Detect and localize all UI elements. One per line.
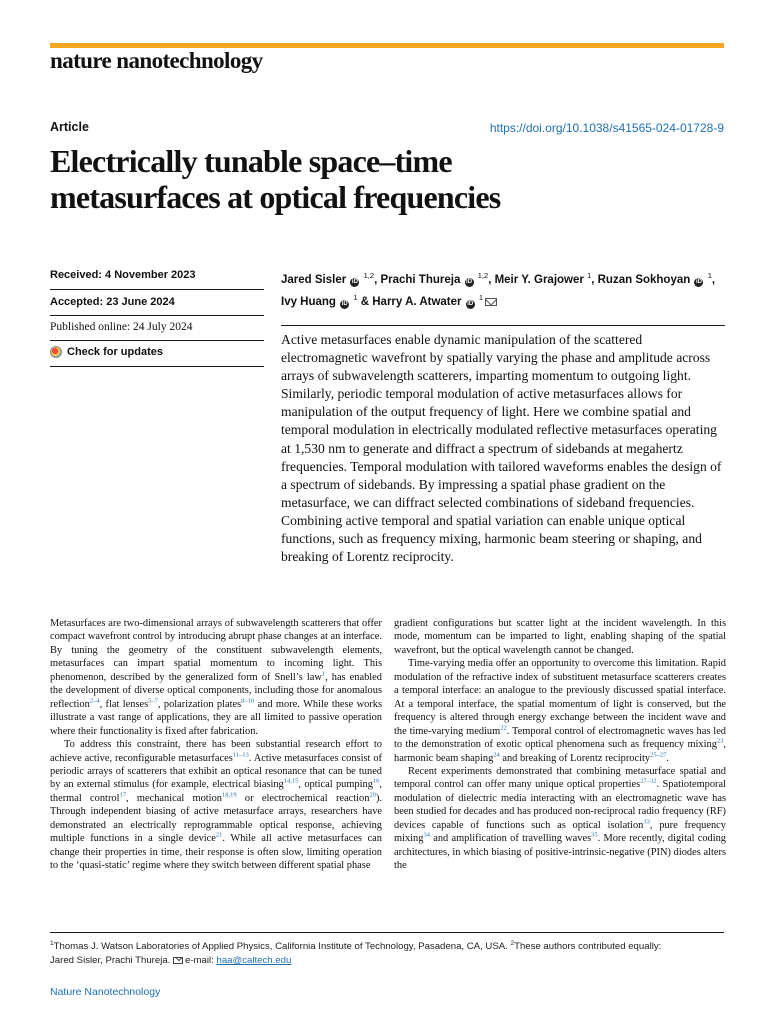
author-list: Jared Sisler iD $^{1,2}$, Prachi Thureja iD $^{1,2}$, Meir Y. Grajower $^1$, Ruzan Sokhoyan iD $^1$, Ivy Huang iD $^1$ & Harry A. Atwater iD $^1$ bbox=[281, 271, 716, 308]
published-date: Published online: 24 July 2024 bbox=[50, 321, 193, 333]
citation-ref[interactable]: 1 bbox=[321, 670, 326, 678]
orcid-icon[interactable]: iD bbox=[466, 279, 473, 285]
body-text: , mechanical motion bbox=[125, 792, 222, 804]
body-paragraph bbox=[50, 738, 382, 873]
citation-ref[interactable]: 24 bbox=[493, 751, 500, 759]
author-affiliation-marker: 1 bbox=[478, 293, 484, 302]
affiliation-text: Thomas J. Watson Laboratories of Applied Physics, California Institute of Technology, Pasadena, CA, USA. bbox=[53, 941, 508, 953]
meta-divider bbox=[50, 340, 264, 341]
body-text: , has enabled the development of diverse optical components, including those for anomalous reflection bbox=[50, 671, 382, 710]
citation-ref[interactable]: 21 bbox=[215, 831, 223, 839]
citation-ref[interactable]: 23 bbox=[716, 737, 724, 745]
body-text: , polarization plates bbox=[157, 698, 242, 710]
citation-ref[interactable]: 22 bbox=[500, 724, 507, 732]
citation-ref[interactable]: 27–32 bbox=[640, 777, 657, 785]
body-text: or electrochemical reaction bbox=[236, 792, 370, 804]
author-name[interactable]: Meir Y. Grajower bbox=[494, 274, 584, 286]
body-text: . Active metasurfaces consist of periodic arrays of scatterers that exhibit an optical resonance that can be tuned by an external stimulus (for example, electrical biasing bbox=[50, 752, 382, 791]
author-affiliation-marker: 1,2 bbox=[363, 271, 375, 280]
abstract: Active metasurfaces enable dynamic manipulation of the scattered electromagnetic wavefront by spatially varying the phase and amplitude across arrays of subwavelength scatterers, imparting momentum to outgoing light. Similarly, periodic temporal modulation of active metasurfaces allows for manipulation of the output frequency of light. Here we combine spatial and temporal modulation in electrically modulated reflective metasurfaces operating at 1,530 nm to generate and diffract a spectrum of sidebands at megahertz frequencies. Temporal modulation with tailored waveforms enables the design of a spectrum of sidebands. By impressing a spatial phase gradient on the metasurface, we can diffract selected combinations of sideband frequencies. Combining active temporal and spatial variation can enable unique optical functions, such as frequency mixing, harmonic beam steering or shaping, and breaking of Lorentz reciprocity. bbox=[281, 332, 722, 565]
author-affiliation-marker: 1 bbox=[707, 271, 712, 280]
citation-ref[interactable]: 33 bbox=[643, 818, 650, 826]
body-column-right bbox=[394, 617, 726, 873]
body-text: . Temporal control of electromagnetic waves has led to the demonstration of exotic optical phenomena such as frequency mixing bbox=[394, 725, 726, 751]
author-affiliation-marker: 1 bbox=[587, 271, 592, 280]
citation-ref[interactable]: 18,19 bbox=[221, 791, 237, 799]
body-text: , harmonic beam shaping bbox=[394, 739, 726, 764]
body-text: gradient configurations but scatter light at the incident wavelength. In this mode, momentum can be imparted to light, enabling shaping of the spatial wavefront, but the optical wavelength cannot be changed. bbox=[394, 618, 726, 656]
article-title-line-1: Electrically tunable space–time bbox=[50, 143, 452, 179]
body-column-left bbox=[50, 617, 382, 873]
body-paragraph bbox=[394, 765, 726, 873]
citation-ref[interactable]: 17 bbox=[119, 791, 126, 799]
orcid-icon[interactable]: iD bbox=[695, 279, 702, 285]
equal-contribution-names: Jared Sisler, Prachi Thureja. bbox=[50, 955, 171, 967]
citation-ref[interactable]: 5–7 bbox=[148, 697, 158, 705]
equal-contribution-label: These authors contributed equally: bbox=[514, 941, 662, 953]
body-text: and amplification of travelling waves bbox=[429, 833, 592, 845]
citation-ref[interactable]: 11–13 bbox=[232, 751, 249, 759]
author-affiliation-marker: 1,2 bbox=[477, 271, 489, 280]
affiliation-marker: 1 bbox=[50, 940, 54, 947]
equal-contribution-marker: 2 bbox=[510, 940, 515, 947]
email-label: e-mail: bbox=[185, 955, 214, 967]
footnote-divider bbox=[50, 932, 724, 933]
body-text: . bbox=[666, 752, 669, 764]
body-text: . Spatiotemporal modulation of dielectric media interacting with an electromagnetic wave has been studied for decades and has produced non-reciprocal radio frequency (RF) devices capable of functions such as optical isolation bbox=[394, 779, 726, 831]
body-text: , pure frequency mixing bbox=[394, 819, 726, 845]
orcid-icon[interactable]: iD bbox=[351, 279, 358, 285]
citation-ref[interactable]: 16 bbox=[372, 777, 380, 785]
article-title-line-2: metasurfaces at optical frequencies bbox=[50, 179, 501, 215]
body-text: . While all active metasurfaces can change their properties in time, their response is often slow, limiting operation to the ‘quasi-static’ regime where they switch between different spatial phase bbox=[50, 833, 382, 872]
meta-divider bbox=[50, 366, 264, 367]
body-text: Metasurfaces are two-dimensional arrays of subwavelength scatterers that offer compact wavefront control by introducing abrupt phase changes at an interface. By tuning the geometry of the constituent subwavelength elements, metasurfaces can impart spatial momentum to incoming light. This phenomenon, described by the generalized form of Snell’s law bbox=[50, 618, 382, 683]
body-text: ). Through independent biasing of active metasurface arrays, researchers have demonstrated an electrically reprogrammable optical response, achieving multiple functions in a single device bbox=[50, 792, 382, 845]
journal-footer-name: Nature Nanotechnology bbox=[50, 986, 161, 998]
body-text: To address this constraint, there has been substantial research effort to achieve active, reconfigurable metasurfaces bbox=[50, 739, 382, 764]
meta-divider bbox=[50, 315, 264, 316]
body-text: , flat lenses bbox=[99, 698, 149, 710]
body-text: Recent experiments demonstrated that combining metasurface spatial and temporal control can offer many unique optical properties bbox=[394, 765, 726, 791]
journal-logo: nature nanotechnology bbox=[50, 48, 263, 73]
orcid-icon[interactable]: iD bbox=[341, 301, 348, 307]
article-type-label: Article bbox=[50, 120, 89, 134]
author-name[interactable]: Jared Sisler bbox=[281, 274, 347, 286]
envelope-icon bbox=[173, 957, 183, 964]
received-date: Received: 4 November 2023 bbox=[50, 269, 196, 281]
body-text: . More recently, digital coding architectures, in which biasing of positive-intrinsic-negative (PIN) diodes alters the bbox=[394, 833, 726, 872]
corresponding-author-mail-icon[interactable] bbox=[485, 298, 497, 306]
affiliation-footnote bbox=[50, 937, 724, 968]
body-text: , optical pumping bbox=[298, 779, 373, 791]
check-for-updates-button[interactable] bbox=[50, 346, 163, 358]
citation-ref[interactable]: 25–27 bbox=[650, 751, 667, 759]
author-name[interactable]: Prachi Thureja bbox=[380, 274, 461, 286]
article-title bbox=[50, 143, 730, 215]
citation-ref[interactable]: 8–10 bbox=[241, 697, 255, 705]
corresponding-email-link[interactable]: haa@caltech.edu bbox=[216, 955, 292, 967]
meta-divider bbox=[50, 289, 264, 290]
doi-link[interactable]: https://doi.org/10.1038/s41565-024-01728-9 bbox=[489, 121, 724, 135]
orcid-icon[interactable]: iD bbox=[467, 301, 474, 307]
author-name[interactable]: Harry A. Atwater bbox=[372, 296, 462, 308]
check-for-updates-label: Check for updates bbox=[67, 346, 163, 358]
citation-ref[interactable]: 35 bbox=[591, 831, 598, 839]
body-text: , thermal control bbox=[50, 779, 383, 804]
body-text: and more. While these works illustrate a vast range of applications, they are all limited to passive operation where their functionality is fixed after fabrication. bbox=[50, 698, 382, 737]
body-text: and breaking of Lorentz reciprocity bbox=[499, 752, 651, 764]
abstract-divider bbox=[281, 325, 725, 326]
author-name[interactable]: Ivy Huang bbox=[281, 296, 336, 308]
body-paragraph bbox=[394, 657, 726, 765]
author-affiliation-marker: 1 bbox=[353, 293, 358, 302]
citation-ref[interactable]: 2–4 bbox=[89, 697, 100, 705]
body-text: Time-varying media offer an opportunity to overcome this limitation. Rapid modulation of the refractive index of substituent metasurface scatterers creates a temporal interface: an analogue to the previously discussed spatial interface. At a temporal interface, the spatial momentum of light is conserved, but the frequency is altered through energy exchange between the incident wave and the time-varying medium bbox=[394, 658, 726, 737]
citation-ref[interactable]: 20 bbox=[369, 791, 376, 799]
accepted-date: Accepted: 23 June 2024 bbox=[50, 296, 175, 308]
body-paragraph bbox=[394, 617, 726, 657]
body-paragraph bbox=[50, 617, 382, 738]
citation-ref[interactable]: 34 bbox=[423, 831, 430, 839]
citation-ref[interactable]: 14,15 bbox=[283, 777, 299, 785]
crossmark-icon bbox=[50, 346, 62, 358]
author-name[interactable]: Ruzan Sokhoyan bbox=[597, 274, 691, 286]
